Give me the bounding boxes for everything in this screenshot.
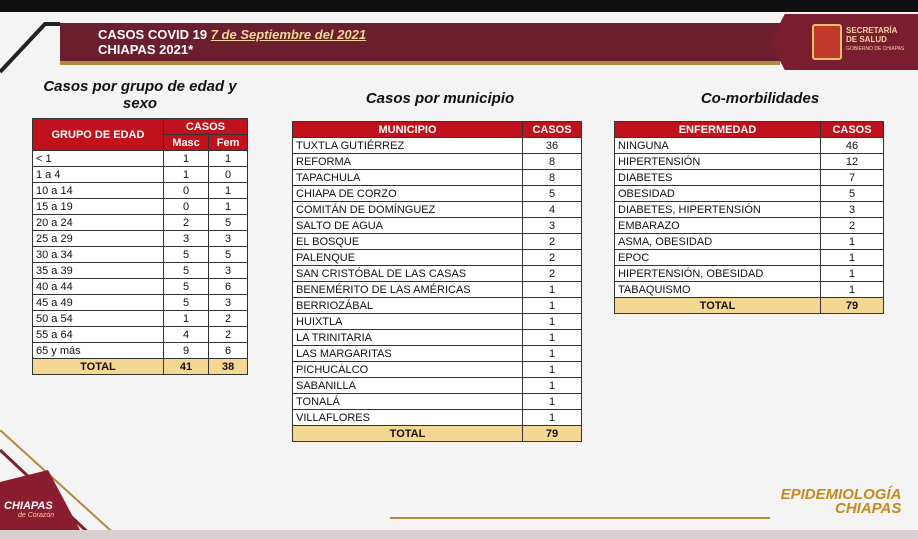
age-group-cell: 1 a 4 — [33, 167, 164, 183]
municipio-name-cell: SALTO DE AGUA — [293, 218, 523, 234]
masc-count-cell: 5 — [163, 279, 208, 295]
municipio-cases-cell: 36 — [523, 138, 582, 154]
enfermedad-name-cell: NINGUNA — [615, 138, 821, 154]
municipio-cases-cell: 1 — [523, 410, 582, 426]
fem-count-cell: 3 — [209, 295, 248, 311]
report-title — [98, 27, 366, 57]
logo-text — [846, 26, 897, 44]
table-row — [293, 218, 582, 234]
total-row — [615, 298, 884, 314]
table-row — [615, 202, 884, 218]
total-row — [293, 426, 582, 442]
logo-line1: SECRETARÍA — [846, 26, 898, 35]
table-row — [615, 154, 884, 170]
chiapas-seal-icon — [812, 24, 842, 60]
age-group-cell: 55 a 64 — [33, 327, 164, 343]
table-row — [293, 234, 582, 250]
table-row — [33, 167, 248, 183]
enfermedad-cases-cell: 1 — [821, 250, 884, 266]
logo-line2: DE SALUD — [846, 35, 887, 44]
enfermedad-name-cell: DIABETES — [615, 170, 821, 186]
municipio-name-cell: VILLAFLORES — [293, 410, 523, 426]
table-row — [293, 186, 582, 202]
enfermedad-cases-cell: 12 — [821, 154, 884, 170]
municipio-cases-cell: 5 — [523, 186, 582, 202]
title-prefix: CASOS COVID 19 — [98, 27, 208, 42]
municipio-name-cell: TAPACHULA — [293, 170, 523, 186]
age-group-cell: 45 a 49 — [33, 295, 164, 311]
age-table — [32, 118, 248, 375]
masc-count-cell: 5 — [163, 263, 208, 279]
fem-count-cell: 2 — [209, 327, 248, 343]
fem-count-cell: 3 — [209, 231, 248, 247]
table-row — [33, 295, 248, 311]
table-row — [33, 343, 248, 359]
municipio-table — [292, 121, 582, 442]
enfermedad-name-cell: EMBARAZO — [615, 218, 821, 234]
masc-count-cell: 9 — [163, 343, 208, 359]
table-row — [293, 330, 582, 346]
total-masc: 41 — [163, 359, 208, 375]
municipio-name-cell: BERRIOZÁBAL — [293, 298, 523, 314]
table-row — [293, 138, 582, 154]
epi-line1: EPIDEMIOLOGÍA — [780, 486, 902, 503]
masc-count-cell: 3 — [163, 231, 208, 247]
enfermedad-name-cell: OBESIDAD — [615, 186, 821, 202]
enfermedad-cases-cell: 2 — [821, 218, 884, 234]
enfermedad-name-cell: ASMA, OBESIDAD — [615, 234, 821, 250]
col-header-enfermedad: ENFERMEDAD — [615, 122, 821, 138]
age-group-cell: < 1 — [33, 151, 164, 167]
table-row — [33, 231, 248, 247]
col-header-masc: Masc — [163, 135, 208, 151]
table-row — [293, 266, 582, 282]
municipio-name-cell: BENEMÉRITO DE LAS AMÉRICAS — [293, 282, 523, 298]
fem-count-cell: 3 — [209, 263, 248, 279]
municipio-cases-cell: 3 — [523, 218, 582, 234]
table-row — [33, 279, 248, 295]
fem-count-cell: 6 — [209, 343, 248, 359]
table-row — [615, 186, 884, 202]
col-header-fem: Fem — [209, 135, 248, 151]
col-header-group: GRUPO DE EDAD — [33, 119, 164, 151]
col-header-municipio: MUNICIPIO — [293, 122, 523, 138]
table-row — [33, 311, 248, 327]
table-row — [615, 282, 884, 298]
masc-count-cell: 2 — [163, 215, 208, 231]
municipio-cases-cell: 1 — [523, 298, 582, 314]
total-label: TOTAL — [615, 298, 821, 314]
enfermedad-name-cell: DIABETES, HIPERTENSIÓN — [615, 202, 821, 218]
municipio-name-cell: HUIXTLA — [293, 314, 523, 330]
age-group-cell: 50 a 54 — [33, 311, 164, 327]
fem-count-cell: 6 — [209, 279, 248, 295]
total-cases: 79 — [821, 298, 884, 314]
municipio-cases-cell: 1 — [523, 362, 582, 378]
logo-subtext: GOBIERNO DE CHIAPAS — [846, 46, 905, 52]
table-row — [615, 138, 884, 154]
municipio-cases-cell: 1 — [523, 394, 582, 410]
table-row — [33, 199, 248, 215]
municipio-name-cell: REFORMA — [293, 154, 523, 170]
table-row — [33, 183, 248, 199]
table-row — [33, 263, 248, 279]
masc-count-cell: 1 — [163, 311, 208, 327]
col-header-casos-comorb: CASOS — [821, 122, 884, 138]
chiapas-logo-subtext: de Corazón — [18, 512, 55, 519]
municipio-name-cell: TONALÁ — [293, 394, 523, 410]
header-gold-stripe — [60, 61, 780, 65]
age-title-line1: Casos por grupo de edad y — [43, 78, 237, 95]
masc-count-cell: 5 — [163, 247, 208, 263]
table-row — [33, 327, 248, 343]
municipio-name-cell: CHIAPA DE CORZO — [293, 186, 523, 202]
age-section-title — [30, 78, 250, 112]
col-header-cases: CASOS — [163, 119, 247, 135]
enfermedad-name-cell: HIPERTENSIÓN — [615, 154, 821, 170]
fem-count-cell: 1 — [209, 199, 248, 215]
footer-gold-line — [390, 517, 770, 519]
table-row — [33, 151, 248, 167]
age-group-cell: 25 a 29 — [33, 231, 164, 247]
enfermedad-cases-cell: 7 — [821, 170, 884, 186]
comorb-table — [614, 121, 884, 314]
table-row — [293, 202, 582, 218]
table-row — [293, 170, 582, 186]
table-row — [293, 314, 582, 330]
enfermedad-name-cell: HIPERTENSIÓN, OBESIDAD — [615, 266, 821, 282]
municipio-cases-cell: 1 — [523, 282, 582, 298]
table-row — [33, 215, 248, 231]
epidemiologia-logo — [765, 488, 901, 516]
title-line2: CHIAPAS 2021* — [98, 42, 194, 57]
table-row — [293, 250, 582, 266]
chiapas-logo-text: CHIAPAS — [4, 500, 53, 512]
enfermedad-cases-cell: 46 — [821, 138, 884, 154]
age-group-cell: 65 y más — [33, 343, 164, 359]
total-label: TOTAL — [33, 359, 164, 375]
municipio-cases-cell: 2 — [523, 250, 582, 266]
municipio-cases-cell: 2 — [523, 266, 582, 282]
enfermedad-cases-cell: 3 — [821, 202, 884, 218]
fem-count-cell: 1 — [209, 183, 248, 199]
epi-line2: CHIAPAS — [835, 500, 902, 517]
fem-count-cell: 5 — [209, 215, 248, 231]
masc-count-cell: 0 — [163, 183, 208, 199]
table-row — [615, 266, 884, 282]
table-row — [615, 234, 884, 250]
total-fem: 38 — [209, 359, 248, 375]
enfermedad-name-cell: TABAQUISMO — [615, 282, 821, 298]
municipio-cases-cell: 4 — [523, 202, 582, 218]
total-row — [33, 359, 248, 375]
age-group-cell: 40 a 44 — [33, 279, 164, 295]
age-group-cell: 35 a 39 — [33, 263, 164, 279]
table-row — [293, 282, 582, 298]
table-row — [33, 247, 248, 263]
municipio-cases-cell: 1 — [523, 346, 582, 362]
table-row — [615, 250, 884, 266]
table-row — [293, 394, 582, 410]
table-row — [293, 362, 582, 378]
table-row — [293, 410, 582, 426]
table-row — [615, 218, 884, 234]
municipio-cases-cell: 8 — [523, 170, 582, 186]
municipio-name-cell: LA TRINITARIA — [293, 330, 523, 346]
enfermedad-name-cell: EPOC — [615, 250, 821, 266]
municipio-cases-cell: 1 — [523, 330, 582, 346]
enfermedad-cases-cell: 1 — [821, 282, 884, 298]
age-group-cell: 20 a 24 — [33, 215, 164, 231]
enfermedad-cases-cell: 1 — [821, 266, 884, 282]
municipio-name-cell: PICHUCALCO — [293, 362, 523, 378]
col-header-casos: CASOS — [523, 122, 582, 138]
report-date: 7 de Septiembre del 2021 — [210, 27, 367, 42]
fem-count-cell: 2 — [209, 311, 248, 327]
table-row — [293, 298, 582, 314]
fem-count-cell: 0 — [209, 167, 248, 183]
total-cases: 79 — [523, 426, 582, 442]
comorb-section-title: Co-morbilidades — [700, 90, 820, 107]
masc-count-cell: 0 — [163, 199, 208, 215]
table-row — [293, 378, 582, 394]
fem-count-cell: 5 — [209, 247, 248, 263]
masc-count-cell: 5 — [163, 295, 208, 311]
municipio-name-cell: PALENQUE — [293, 250, 523, 266]
municipio-section-title: Casos por municipio — [365, 90, 515, 107]
total-label: TOTAL — [293, 426, 523, 442]
masc-count-cell: 1 — [163, 151, 208, 167]
table-row — [293, 346, 582, 362]
municipio-name-cell: EL BOSQUE — [293, 234, 523, 250]
municipio-name-cell: LAS MARGARITAS — [293, 346, 523, 362]
municipio-name-cell: SAN CRISTÓBAL DE LAS CASAS — [293, 266, 523, 282]
masc-count-cell: 4 — [163, 327, 208, 343]
age-title-line2: sexo — [122, 95, 158, 112]
age-group-cell: 30 a 34 — [33, 247, 164, 263]
top-black-bar — [0, 0, 918, 12]
fem-count-cell: 1 — [209, 151, 248, 167]
municipio-cases-cell: 2 — [523, 234, 582, 250]
municipio-name-cell: COMITÁN DE DOMÍNGUEZ — [293, 202, 523, 218]
municipio-name-cell: SABANILLA — [293, 378, 523, 394]
enfermedad-cases-cell: 5 — [821, 186, 884, 202]
bottom-band — [0, 530, 918, 539]
masc-count-cell: 1 — [163, 167, 208, 183]
table-row — [293, 154, 582, 170]
municipio-name-cell: TUXTLA GUTIÉRREZ — [293, 138, 523, 154]
age-group-cell: 15 a 19 — [33, 199, 164, 215]
municipio-cases-cell: 8 — [523, 154, 582, 170]
municipio-cases-cell: 1 — [523, 314, 582, 330]
table-row — [615, 170, 884, 186]
municipio-cases-cell: 1 — [523, 378, 582, 394]
age-group-cell: 10 a 14 — [33, 183, 164, 199]
enfermedad-cases-cell: 1 — [821, 234, 884, 250]
